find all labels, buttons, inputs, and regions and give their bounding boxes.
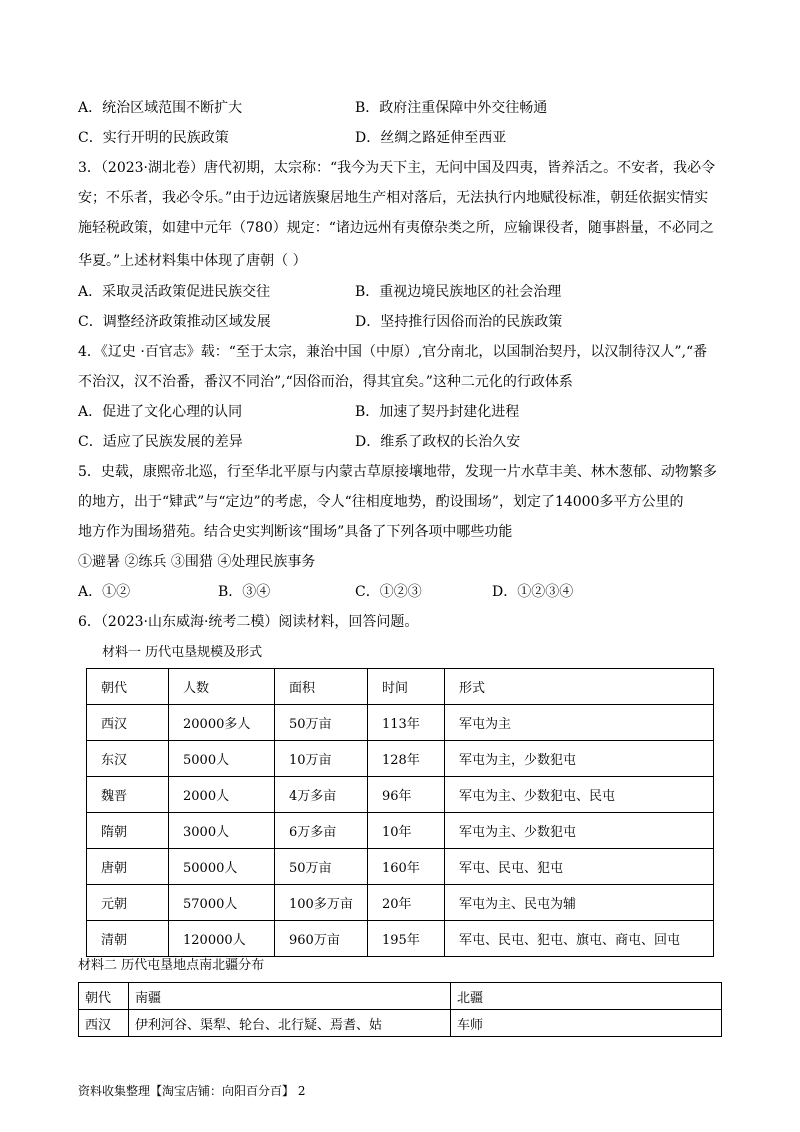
q6-line: 6．（2023·山东威海·统考二模）阅读材料，回答问题。 (78, 614, 419, 630)
material2-caption: 材料二 历代屯垦地点南北疆分布 (78, 958, 265, 973)
prev-option-d: D．丝绸之路延伸至西亚 (355, 130, 507, 146)
q5-line-2: 的地方，出于“肄武”与“定边”的考虑，令人“往相度地势，酌设围场”，划定了14000多平方公里的 (78, 494, 684, 510)
table-row (79, 1010, 722, 1037)
table-row (87, 885, 714, 921)
table-cell: 5000人 (169, 741, 275, 777)
q5-line-1: 5．史载，康熙帝北巡，行至华北平原与内蒙古草原接壤地带，发现一片水草丰美、林木葱郁、动物繁多 (78, 464, 717, 480)
table-row (87, 813, 714, 849)
table-cell: 西汉 (79, 1010, 129, 1037)
q4-option-d: D．维系了政权的长治久安 (355, 434, 521, 450)
table-cell: 军屯为主 (445, 705, 714, 741)
table-cell: 军屯为主、少数犯屯、民屯 (445, 777, 714, 813)
table-cell: 120000人 (169, 921, 275, 957)
table-cell: 东汉 (87, 741, 169, 777)
table-cell: 160年 (368, 849, 445, 885)
table-header-cell: 朝代 (87, 669, 169, 705)
table-cell: 隋朝 (87, 813, 169, 849)
table-cell: 车师 (451, 1010, 722, 1037)
table-row (87, 777, 714, 813)
table-cell: 3000人 (169, 813, 275, 849)
material1-caption: 材料一 历代屯垦规模及形式 (102, 645, 263, 660)
table-header-cell: 人数 (169, 669, 275, 705)
q3-option-d: D．坚持推行因俗而治的民族政策 (355, 314, 563, 330)
table-cell: 20000多人 (169, 705, 275, 741)
q5-option-a: A．①② (78, 584, 131, 600)
table-cell: 军屯为主，少数犯屯 (445, 741, 714, 777)
table-cell: 军屯为主、少数犯屯 (445, 813, 714, 849)
table-header-cell: 南疆 (129, 983, 451, 1010)
q3-line-1: 3．（2023·湖北卷）唐代初期，太宗称：“我今为天下主，无问中国及四夷，皆养活之。不安者，我必令 (78, 160, 716, 176)
q5-option-b: B．③④ (218, 584, 271, 600)
table-cell: 魏晋 (87, 777, 169, 813)
table-row (87, 849, 714, 885)
q5-option-c: C．①②③ (355, 584, 422, 600)
table-cell: 195年 (368, 921, 445, 957)
table-header-cell: 北疆 (451, 983, 722, 1010)
table-header-row (79, 983, 722, 1010)
material1-table (86, 668, 714, 957)
table-cell: 10年 (368, 813, 445, 849)
table-header-cell: 面积 (275, 669, 368, 705)
table-cell: 20年 (368, 885, 445, 921)
table-cell: 96年 (368, 777, 445, 813)
table-cell: 10万亩 (275, 741, 368, 777)
table-cell: 清朝 (87, 921, 169, 957)
table-header-cell: 形式 (445, 669, 714, 705)
q4-option-c: C．适应了民族发展的差异 (78, 434, 243, 450)
table-cell: 113年 (368, 705, 445, 741)
table-cell: 2000人 (169, 777, 275, 813)
prev-option-a: A．统治区域范围不断扩大 (78, 100, 243, 116)
table-cell: 57000人 (169, 885, 275, 921)
table-cell: 伊利河谷、渠犁、轮台、北行疑、焉耆、姑 (129, 1010, 451, 1037)
table-cell: 6万多亩 (275, 813, 368, 849)
q3-option-a: A．采取灵活政策促进民族交往 (78, 284, 271, 300)
table-cell: 元朝 (87, 885, 169, 921)
table-cell: 128年 (368, 741, 445, 777)
q5-option-d: D．①②③④ (492, 584, 574, 600)
q4-line-1: 4．《辽史 ·百官志》载：“至于太宗，兼治中国（中原）,官分南北，以国制治契丹，以汉制待汉人”,“番 (78, 344, 708, 360)
q3-line-4: 华夏。”上述材料集中体现了唐朝（ ） (78, 253, 307, 269)
prev-option-b: B．政府注重保障中外交往畅通 (355, 100, 548, 116)
table-header-cell: 时间 (368, 669, 445, 705)
prev-option-c: C．实行开明的民族政策 (78, 130, 229, 146)
table-cell: 唐朝 (87, 849, 169, 885)
q3-option-c: C．调整经济政策推动区域发展 (78, 314, 271, 330)
q4-option-b: B．加速了契丹封建化进程 (355, 404, 520, 420)
q3-option-b: B．重视边境民族地区的社会治理 (355, 284, 562, 300)
table-row (87, 741, 714, 777)
table-cell: 50万亩 (275, 705, 368, 741)
table-cell: 4万多亩 (275, 777, 368, 813)
table-row (87, 921, 714, 957)
table-cell: 军屯、民屯、犯屯、旗屯、商屯、回屯 (445, 921, 714, 957)
table-header-row (87, 669, 714, 705)
table-cell: 军屯、民屯、犯屯 (445, 849, 714, 885)
table-header-cell: 朝代 (79, 983, 129, 1010)
material2-table (78, 982, 722, 1037)
table-cell: 50000人 (169, 849, 275, 885)
table-row (87, 705, 714, 741)
q5-line-4: ①避暑 ②练兵 ③围猎 ④处理民族事务 (78, 554, 316, 570)
table-cell: 军屯为主、民屯为辅 (445, 885, 714, 921)
table-cell: 西汉 (87, 705, 169, 741)
q3-line-2: 安；不乐者，我必令乐。”由于边远诸族聚居地生产相对落后，无法执行内地赋役标准，朝廷依据实情实 (78, 190, 709, 206)
q4-line-2: 不治汉，汉不治番，番汉不同治”,“因俗而治，得其宜矣。”这种二元化的行政体系 (78, 374, 573, 390)
q4-option-a: A．促进了文化心理的认同 (78, 404, 243, 420)
table-cell: 100多万亩 (275, 885, 368, 921)
page-footer: 资料收集整理【淘宝店铺：向阳百分百】 2 (78, 1084, 306, 1098)
q5-line-3: 地方作为围场猎苑。结合史实判断该“围场”具备了下列各项中哪些功能 (78, 524, 513, 540)
q3-line-3: 施轻税政策，如建中元年（780）规定：“诸边远州有夷僚杂类之所，应输课役者，随事斟量，不必同之 (78, 220, 714, 236)
table-cell: 50万亩 (275, 849, 368, 885)
table-cell: 960万亩 (275, 921, 368, 957)
